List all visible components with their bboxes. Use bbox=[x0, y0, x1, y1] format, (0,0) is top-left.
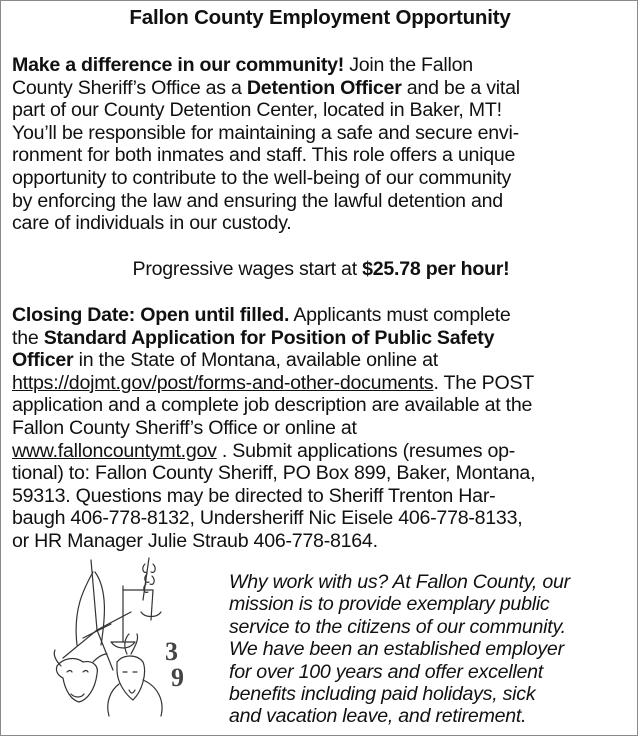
why-line: benefits including paid holidays, sick bbox=[229, 683, 536, 706]
application-line: www.falloncountymt.gov . Submit applications (resumes op- bbox=[12, 439, 516, 462]
application-line: the Standard Application for Position of Public Safety bbox=[12, 326, 495, 349]
application-line: https://dojmt.gov/post/forms-and-other-documents. The POST bbox=[12, 371, 535, 394]
why-line: service to the citizens of our community. bbox=[229, 615, 566, 638]
position-title: Detention Officer bbox=[246, 76, 402, 99]
why-line: mission is to provide exemplary public bbox=[229, 593, 550, 616]
logo-digit-nine: 9 bbox=[171, 663, 184, 692]
intro-line: County Sheriff’s Office as a Detention Officer and be a vital bbox=[12, 76, 520, 99]
intro-line: by enforcing the law and ensuring the lawful detention and bbox=[12, 189, 503, 212]
application-line: 59313. Questions may be directed to Sheriff Trenton Har- bbox=[12, 484, 496, 507]
why-line: for over 100 years and offer excellent bbox=[229, 660, 543, 683]
intro-lead: Make a difference in our community! bbox=[12, 54, 345, 76]
county-website-link[interactable]: www.falloncountymt.gov bbox=[12, 439, 217, 462]
why-line: Why work with us? At Fallon County, our bbox=[229, 571, 570, 593]
application-form-name-cont: Officer bbox=[12, 349, 74, 372]
application-line: baugh 406-778-8132, Undersheriff Nic Eisele 406-778-8133, bbox=[12, 507, 523, 530]
intro-line: ronment for both inmates and staff. This role offers a unique bbox=[12, 144, 516, 167]
closing-date: Closing Date: Open until filled. bbox=[12, 304, 290, 326]
why-line: and vacation leave, and retirement. bbox=[229, 705, 527, 728]
intro-line: part of our County Detention Center, located in Baker, MT! bbox=[12, 99, 502, 122]
intro-line: opportunity to contribute to the well-being of our community bbox=[12, 166, 512, 189]
dojmt-forms-link[interactable]: https://dojmt.gov/post/forms-and-other-documents bbox=[12, 371, 434, 394]
application-line: Fallon County Sheriff’s Office or online at bbox=[12, 416, 357, 439]
intro-line: care of individuals in our custody. bbox=[12, 212, 292, 235]
application-line: tional) to: Fallon County Sheriff, PO Box 899, Baker, Montana, bbox=[12, 462, 536, 485]
intro-line: Make a difference in our community! Join the Fallon bbox=[12, 54, 473, 76]
logo-digit-three: 3 bbox=[165, 637, 178, 666]
application-line: Closing Date: Open until filled. Applicants must complete bbox=[12, 304, 511, 326]
application-form-name: Standard Application for Position of Public Safety bbox=[43, 326, 495, 349]
application-line: or HR Manager Julie Straub 406-778-8164. bbox=[12, 529, 378, 552]
wage-amount: $25.78 per hour! bbox=[362, 258, 510, 280]
county-logo-icon bbox=[53, 550, 205, 720]
why-work-with-us bbox=[229, 571, 634, 728]
application-paragraph bbox=[12, 304, 630, 553]
application-line: application and a complete job description are available at the bbox=[12, 394, 533, 417]
intro-line: You’ll be responsible for maintaining a safe and secure envi- bbox=[12, 121, 519, 144]
ad-title: Fallon County Employment Opportunity bbox=[129, 6, 511, 29]
wage-line: Progressive wages start at $25.78 per hour! bbox=[132, 258, 510, 280]
application-line: Officer in the State of Montana, available online at bbox=[12, 349, 438, 372]
why-line: We have been an established employer bbox=[229, 638, 564, 661]
intro-paragraph bbox=[12, 54, 630, 235]
